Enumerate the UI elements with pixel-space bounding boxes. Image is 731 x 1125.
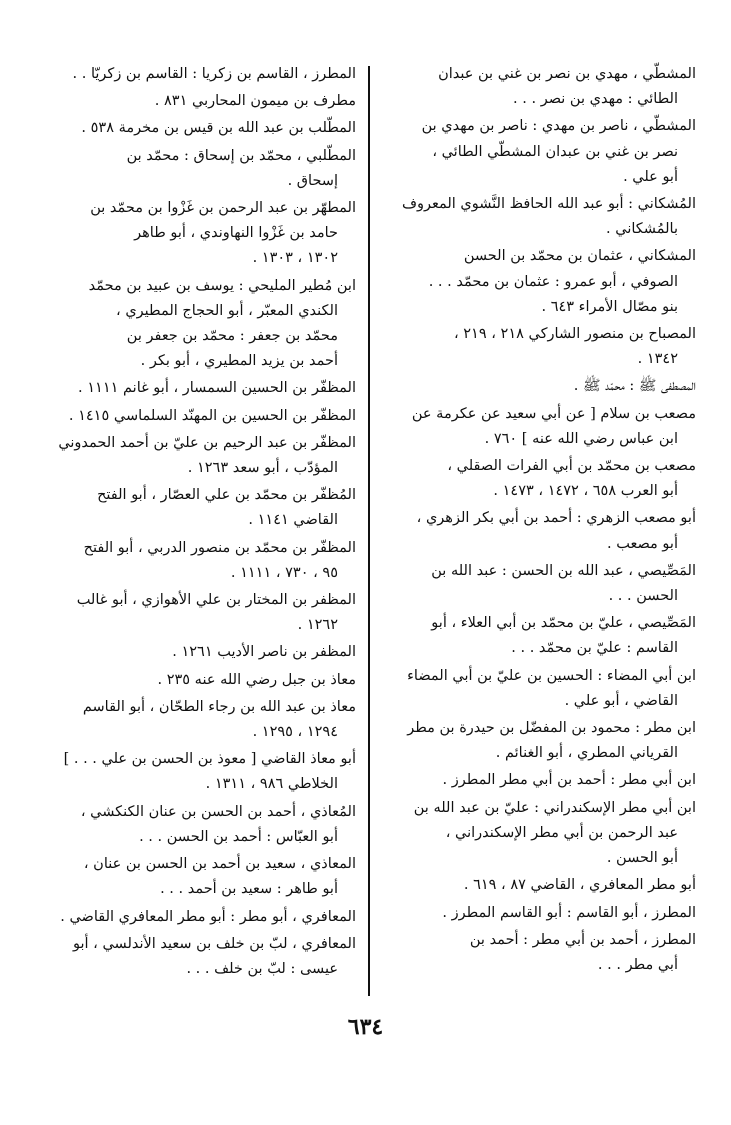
index-entry xyxy=(384,611,696,661)
index-entry xyxy=(46,404,356,429)
index-entry xyxy=(384,796,696,872)
index-entry xyxy=(384,454,696,504)
index-entry xyxy=(46,905,356,930)
index-entry-line: المعافري ، أبو مطر : أبو مطر المعافري القاضي . xyxy=(60,908,356,925)
index-entry xyxy=(384,192,696,242)
index-entry-line: القرياني المطري ، أبو الغنائم . xyxy=(495,745,678,762)
index-entry xyxy=(384,768,696,793)
index-entry xyxy=(384,114,696,190)
index-entry-line: ١٣٠٢ ، ١٣٠٣ . xyxy=(252,250,338,267)
index-entry-line: المظفّر بن محمّد بن منصور الدربي ، أبو الفتح xyxy=(83,539,356,556)
index-entry xyxy=(46,376,356,401)
index-entry xyxy=(46,747,356,797)
index-entry-line: أبو علي . xyxy=(623,168,678,185)
index-entry-line: المؤدّب ، أبو سعد ١٢٦٣ . xyxy=(187,460,338,477)
index-entry xyxy=(46,62,356,87)
index-entry-line: ١٣٤٢ . xyxy=(637,351,678,368)
index-entry-line: المشكاني ، عثمان بن محمّد بن الحسن xyxy=(463,248,696,265)
index-entry xyxy=(46,89,356,114)
index-entry xyxy=(384,928,696,978)
index-entry-line: أبو مصعب الزهري : أحمد بن أبي بكر الزهري ، xyxy=(416,510,696,527)
index-entry xyxy=(384,374,696,399)
index-entry-line: أبو مصعب . xyxy=(607,535,678,552)
index-entry xyxy=(46,536,356,586)
index-entry-line: القاسم : عليّ بن محمّد . . . xyxy=(511,640,678,657)
index-entry-line: المَصِّيصي ، عليّ بن محمّد بن أبي العلاء ، أبو xyxy=(431,615,696,632)
index-entry xyxy=(46,196,356,272)
right-index-column xyxy=(384,62,696,1004)
index-entry-line: أبو معاذ القاضي [ معوذ بن الحسن بن علي . . . ] xyxy=(63,751,356,768)
index-entry-line: مصعب بن محمّد بن أبي الفرات الصقلي ، xyxy=(447,458,696,475)
index-entry xyxy=(46,668,356,693)
index-entry xyxy=(46,852,356,902)
index-entry-line: المَصِّيصي ، عبد الله بن الحسن : عبد الله بن xyxy=(431,562,696,579)
index-entry-line: المظفر بن ناصر الأديب ١٢٦١ . xyxy=(172,644,356,661)
index-entry-line: المظفر بن المختار بن علي الأهوازي ، أبو غالب xyxy=(76,592,356,609)
index-entry-line: إسحاق . xyxy=(287,172,338,189)
page-number: ٦٣٤ xyxy=(347,1014,384,1040)
index-entry xyxy=(46,144,356,194)
index-entry xyxy=(46,431,356,481)
index-entry-line: المظفّر بن الحسين بن المهنّد السلماسي ١٤١٥ . xyxy=(68,407,356,424)
index-entry xyxy=(46,274,356,375)
index-entry-line: المصباح بن منصور الشاركي ٢١٨ ، ٢١٩ ، xyxy=(453,326,696,343)
index-entry-line: المعاذي ، سعيد بن أحمد بن الحسن بن عنان ، xyxy=(83,856,356,873)
index-entry xyxy=(46,695,356,745)
index-entry-line: الطائي : مهدي بن نصر . . . xyxy=(513,91,678,108)
index-entry xyxy=(384,559,696,609)
index-entry-line: ١٢٦٢ . xyxy=(297,617,338,634)
index-entry-line: المطّلب بن عبد الله بن قيس بن مخرمة ٥٣٨ . xyxy=(81,120,356,137)
index-entry-line: معاذ بن جبل رضي الله عنه ٢٣٥ . xyxy=(157,671,356,688)
index-entry-line: ١٢٩٤ ، ١٢٩٥ . xyxy=(252,724,338,741)
index-entry-line: المطرز ، أبو القاسم : أبو القاسم المطرز . xyxy=(442,904,696,921)
index-entry-line: أبو مطر المعافري ، القاضي ٨٧ ، ٦١٩ . xyxy=(463,877,696,894)
index-entry xyxy=(384,664,696,714)
index-entry-line: ٩٥ ، ٧٣٠ ، ١١١١ . xyxy=(230,564,338,581)
index-entry-line: الخلاطي ٩٨٦ ، ١٣١١ . xyxy=(205,776,338,793)
index-entry-line: المطّلبي ، محمّد بن إسحاق : محمّد بن xyxy=(126,147,356,164)
index-entry-line: أبو العرب ٦٥٨ ، ١٤٧٢ ، ١٤٧٣ . xyxy=(493,483,678,500)
index-entry-line: مطرف بن ميمون المحاربي ٨٣١ . xyxy=(154,93,356,110)
index-entry-line: المُشكاني : أبو عبد الله الحافظ النَّشوي المعروف xyxy=(401,196,696,213)
index-entry-line: القاضي ، أبو علي . xyxy=(564,692,678,709)
index-entry-line: المشطّي ، مهدي بن نصر بن غني بن عبدان xyxy=(438,66,696,82)
index-entry-line: ابن مُطير المليحي : يوسف بن عبيد بن محمّد xyxy=(88,277,356,294)
index-entry-line: مصعب بن سلام [ عن أبي سعيد عن عكرمة عن xyxy=(411,405,696,422)
index-entry-line: معاذ بن عبد الله بن رجاء الطحّان ، أبو القاسم xyxy=(82,698,356,715)
index-entry-line: المظفّر بن الحسين السمسار ، أبو غانم ١١١١ . xyxy=(78,380,356,397)
index-entry-line: المطرز ، القاسم بن زكريا : القاسم بن زكريّا . . xyxy=(72,66,356,82)
index-entry-line: ابن أبي مطر : أحمد بن أبي مطر المطرز . xyxy=(442,772,696,789)
left-index-column xyxy=(46,62,356,1004)
index-entry xyxy=(46,640,356,665)
index-entry-line: محمّد بن جعفر : محمّد بن جعفر بن xyxy=(126,328,338,345)
index-entry-line: حامد بن غَزْوا النهاوندي ، أبو طاهر xyxy=(134,225,338,242)
index-entry xyxy=(46,483,356,533)
index-entry-line: نصر بن غني بن عبدان المشطّي الطائي ، xyxy=(432,143,678,160)
index-entry-line: أبي مطر . . . xyxy=(597,956,678,973)
index-entry xyxy=(384,716,696,766)
index-entry-line: ابن أبي المضاء : الحسين بن عليّ بن أبي المضاء xyxy=(407,667,696,684)
index-entry xyxy=(384,901,696,926)
index-entry-line: المطرز ، أحمد بن أبي مطر : أحمد بن xyxy=(469,931,696,948)
index-entry-line: أبو العبّاس : أحمد بن الحسن . . . xyxy=(139,828,338,845)
index-entry-line: المُعاذي ، أحمد بن الحسن بن عنان الكنكشي ، xyxy=(80,803,356,820)
index-entry xyxy=(384,244,696,320)
index-entry-line: أحمد بن يزيد المطيري ، أبو بكر . xyxy=(140,353,338,370)
index-entry xyxy=(384,62,696,112)
index-entry-line: الحسن . . . xyxy=(608,588,678,605)
index-entry-line: بنو مصّال الأمراء ٦٤٣ . xyxy=(541,298,678,315)
index-entry xyxy=(384,873,696,898)
index-entry-line: المظفّر بن عبد الرحيم بن عليّ بن أحمد الحمدوني xyxy=(58,434,356,451)
index-entry-line: بالمُشكاني . xyxy=(606,221,678,238)
index-entry-line: ابن عباس رضي الله عنه ] ٧٦٠ . xyxy=(484,430,678,447)
index-entry xyxy=(46,800,356,850)
index-entry xyxy=(46,932,356,982)
index-entry-line: الصوفي ، أبو عمرو : عثمان بن محمّد . . . xyxy=(428,273,678,290)
column-divider xyxy=(368,66,370,996)
index-entry-line: المُظفّر بن محمّد بن علي العصّار ، أبو الفتح xyxy=(97,487,356,504)
index-entry-line: المشطّي ، ناصر بن مهدي : ناصر بن مهدي بن xyxy=(421,118,696,135)
index-entry xyxy=(384,402,696,452)
index-entry-line: المطهّر بن عبد الرحمن بن غَزْوا بن محمّد بن xyxy=(90,200,356,217)
index-entry-line: الكندي المعبّر ، أبو الحجاج المطيري ، xyxy=(116,302,338,319)
index-entry xyxy=(384,322,696,372)
index-entry-line: القاضي ١١٤١ . xyxy=(248,512,338,529)
index-entry-line: المعافري ، لبّ بن خلف بن سعيد الأندلسي ، أبو xyxy=(72,935,356,952)
index-entry-line: المصطفى ﷺ : محمّد ﷺ . xyxy=(573,378,696,395)
index-entry xyxy=(384,506,696,556)
index-entry-line: أبو طاهر : سعيد بن أحمد . . . xyxy=(160,881,338,898)
index-entry-line: عبد الرحمن بن أبي مطر الإسكندراني ، xyxy=(445,824,678,841)
index-entry-line: ابن أبي مطر الإسكندراني : عليّ بن عبد الله بن xyxy=(413,799,696,816)
index-entry-line: عيسى : لبّ بن خلف . . . xyxy=(186,960,338,977)
index-entry-line: أبو الحسن . xyxy=(606,850,678,867)
index-entry xyxy=(46,116,356,141)
index-entry xyxy=(46,588,356,638)
index-entry-line: ابن مطر : محمود بن المفضّل بن حيدرة بن مطر xyxy=(407,720,696,737)
